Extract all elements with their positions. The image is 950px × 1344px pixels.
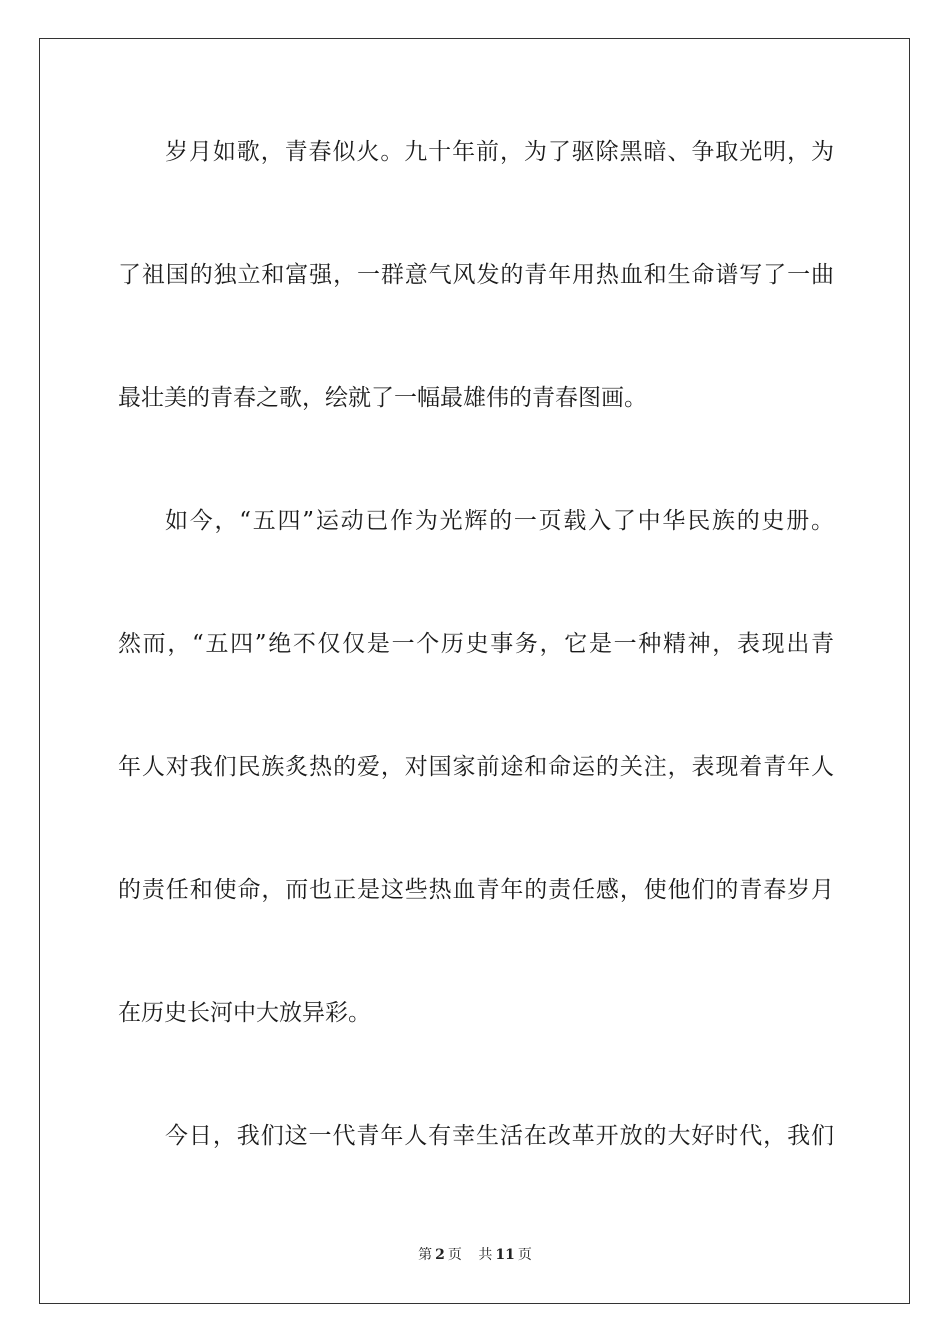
paragraph-2-line-1: 如今，“五四”运动已作为光辉的一页载入了中华民族的史册。 (165, 508, 834, 534)
total-indicator (475, 1247, 534, 1263)
paragraph-2-line-4: 的责任和使命，而也正是这些热血青年的责任感，使他们的青春岁月 (118, 877, 834, 903)
total-pages: 11 (495, 1247, 515, 1263)
page-border (39, 38, 910, 1304)
paragraph-1-line-1: 岁月如歌，青春似火。九十年前，为了驱除黑暗、争取光明，为 (165, 139, 834, 165)
paragraph-2-line-5: 在历史长河中大放异彩。 (118, 1000, 371, 1026)
page-prefix: 第 (418, 1247, 433, 1263)
paragraph-3-line-1: 今日，我们这一代青年人有幸生活在改革开放的大好时代，我们 (165, 1123, 834, 1149)
page-suffix: 页 (447, 1247, 462, 1263)
total-suffix: 页 (517, 1247, 532, 1263)
page-indicator (415, 1247, 465, 1263)
paragraph-2-line-2: 然而，“五四”绝不仅仅是一个历史事务，它是一种精神，表现出青 (118, 631, 834, 657)
total-prefix: 共 (478, 1247, 493, 1263)
paragraph-2-line-3: 年人对我们民族炙热的爱，对国家前途和命运的关注，表现着青年人 (118, 754, 834, 780)
paragraph-1-line-3: 最壮美的青春之歌，绘就了一幅最雄伟的青春图画。 (118, 385, 647, 411)
page-number: 2 (435, 1247, 445, 1263)
page-footer (0, 1244, 950, 1264)
paragraph-1-line-2: 了祖国的独立和富强，一群意气风发的青年用热血和生命谱写了一曲 (118, 262, 834, 288)
